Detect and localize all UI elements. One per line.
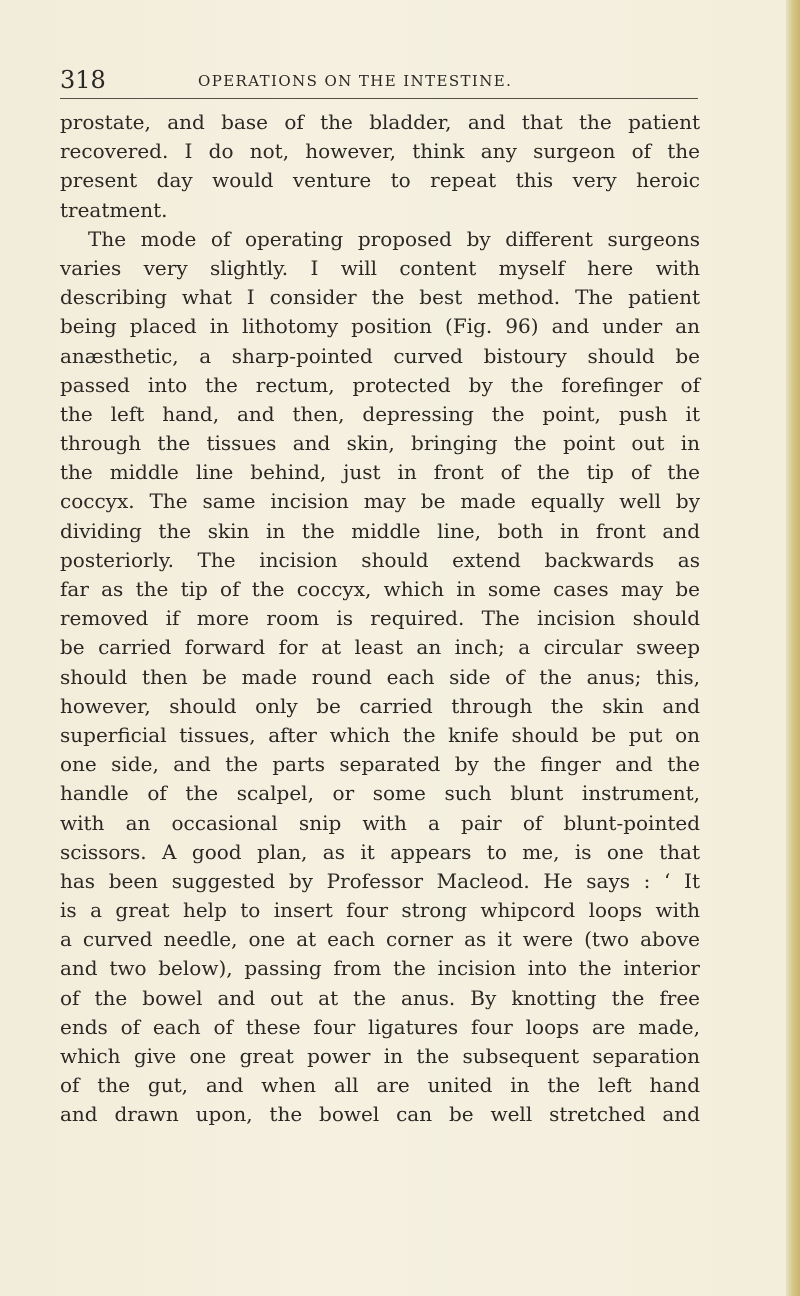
- text-line: far as the tip of the coccyx, which in some cases may be: [60, 577, 700, 601]
- text-line: with an occasional snip with a pair of blunt-pointed: [60, 810, 700, 835]
- text-line: through the tissues and skin, bringing the point out in: [60, 431, 700, 456]
- text-line: anæsthetic, a sharp-pointed curved bistoury should be: [60, 343, 700, 368]
- text-line: recovered. I do not, however, think any surgeon of the: [60, 139, 700, 164]
- text-line: prostate, and base of the bladder, and that the patient: [60, 110, 700, 134]
- text-line: and drawn upon, the bowel can be well stretched and: [60, 1102, 700, 1127]
- text-line: of the gut, and when all are united in the left hand: [60, 1073, 700, 1098]
- text-line: should then be made round each side of the anus; this,: [60, 664, 700, 689]
- text-line: being placed in lithotomy position (Fig. 96) and under an: [60, 314, 700, 339]
- text-line: treatment.: [60, 197, 168, 222]
- text-line: varies very slightly. I will content myself here with: [60, 255, 700, 280]
- text-line: present day would venture to repeat this very heroic: [60, 168, 700, 193]
- text-line: of the bowel and out at the anus. By knotting the free: [60, 985, 700, 1010]
- text-line: describing what I consider the best method. The patient: [60, 285, 700, 310]
- text-line: be carried forward for at least an inch; a circular sweep: [60, 635, 700, 660]
- text-line: the left hand, and then, depressing the point, push it: [60, 401, 700, 426]
- text-line: dividing the skin in the middle line, both in front and: [60, 518, 700, 543]
- text-line: which give one great power in the subsequent separation: [60, 1044, 700, 1068]
- text-line: a curved needle, one at each corner as it were (two above: [60, 927, 700, 952]
- text-line: scissors. A good plan, as it appears to me, is one that: [60, 839, 700, 864]
- header-rule: [60, 98, 698, 99]
- text-line: coccyx. The same incision may be made equally well by: [60, 489, 700, 514]
- text-line: the middle line behind, just in front of the tip of the: [60, 460, 700, 485]
- running-head: OPERATIONS ON THE INTESTINE.: [198, 72, 513, 90]
- text-line: posteriorly. The incision should extend backwards as: [60, 547, 700, 572]
- text-line: has been suggested by Professor Macleod. He says : ‘ It: [60, 868, 700, 893]
- text-line: passed into the rectum, protected by the forefinger of: [60, 372, 700, 397]
- text-line: superficial tissues, after which the knife should be put on: [60, 722, 700, 747]
- page-header: [60, 66, 700, 96]
- text-line: and two below), passing from the incision into the interior: [60, 956, 700, 981]
- text-line: removed if more room is required. The incision should: [60, 606, 700, 631]
- text-line: The mode of operating proposed by different surgeons: [88, 226, 700, 251]
- text-line: one side, and the parts separated by the finger and the: [60, 752, 700, 777]
- body-text: [60, 108, 700, 1130]
- page-number: 318: [60, 66, 106, 94]
- text-line: however, should only be carried through the skin and: [60, 693, 700, 718]
- text-line: ends of each of these four ligatures four loops are made,: [60, 1014, 700, 1039]
- page-edge-shadow: [786, 0, 800, 1296]
- text-line: is a great help to insert four strong whipcord loops with: [60, 898, 700, 923]
- text-line: handle of the scalpel, or some such blunt instrument,: [60, 781, 700, 806]
